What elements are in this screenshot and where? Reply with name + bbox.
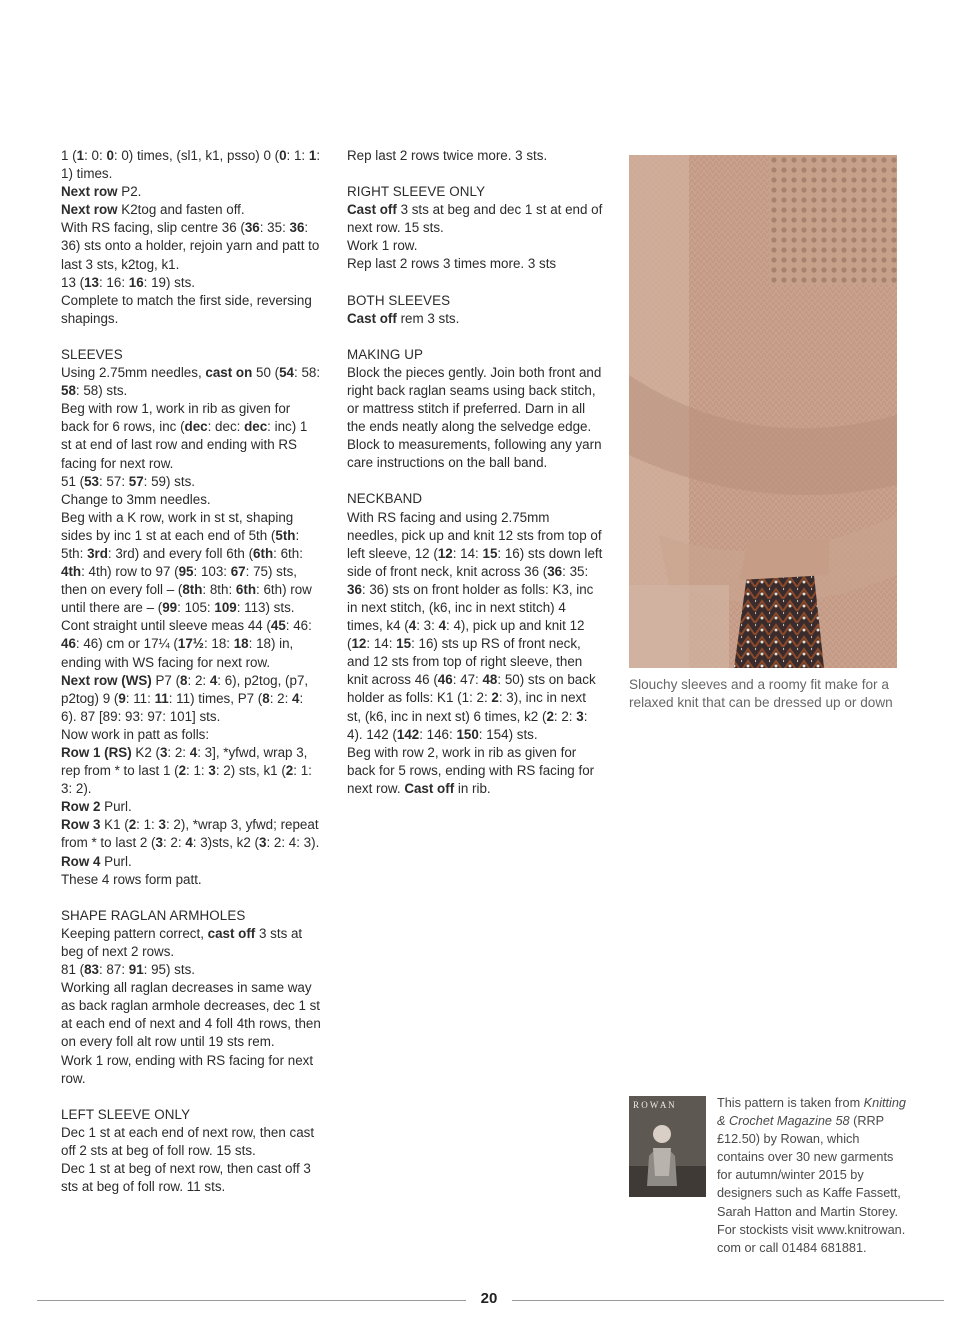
paragraph: [61, 1160, 321, 1196]
photo-caption: Slouchy sleeves and a roomy fit make for a relaxed knit that can be dressed up or down: [629, 677, 893, 710]
text-run: : 2:: [187, 672, 210, 688]
text-run: 3 sts at beg and dec 1 st at end of next row. 15 sts.: [347, 202, 603, 236]
paragraph: [347, 509, 603, 744]
text-run: Beg with row 1, work in rib as given for back for 6 rows, inc (: [61, 401, 291, 435]
bold-run: Row 4: [61, 853, 101, 869]
paragraph: [61, 491, 321, 509]
text-run: Beg with row 2, work in rib as given for back for 5 rows, ending with RS facing for next row.: [347, 744, 595, 796]
text-run: RIGHT SLEEVE ONLY: [347, 184, 486, 200]
bold-run: cast off: [207, 925, 256, 941]
bold-run: 1: [76, 148, 85, 163]
bold-run: 9: [118, 690, 126, 706]
bold-run: 12: [437, 545, 453, 561]
text-run: : dec:: [207, 419, 245, 435]
bold-run: 3: [158, 817, 166, 833]
paragraph: [61, 274, 321, 292]
bold-run: 13: [84, 274, 99, 290]
text-run: K2tog and fasten off.: [117, 202, 245, 218]
footer-rule-left: [37, 1300, 466, 1301]
text-run: : 2: 4: 3).: [266, 835, 320, 851]
text-run: : 35:: [562, 563, 589, 579]
text-run: : 11:: [125, 690, 155, 706]
text-run: : 58:: [294, 365, 321, 381]
text-run: : 58) sts.: [75, 383, 128, 399]
bold-run: cast on: [205, 365, 253, 381]
text-run: : 6). 87 [89: 93: 97: 101] sts.: [61, 690, 304, 724]
text-run: : 3)sts, k2 (: [192, 835, 259, 851]
paragraph: [347, 744, 603, 798]
text-run: K2 (: [131, 745, 160, 760]
bold-run: 17½: [177, 636, 204, 652]
text-run: : 103:: [193, 564, 231, 580]
bold-run: Cast off: [404, 780, 455, 796]
bold-run: 4: [292, 690, 300, 706]
bold-run: 8th: [182, 582, 203, 598]
text-run: : 4), pick up and knit 12 (: [347, 618, 585, 652]
bold-run: Row 2: [61, 799, 101, 815]
bold-run: 3: [155, 835, 163, 851]
bold-run: 3: [208, 763, 216, 779]
text-run: : 2) sts, k1 (: [215, 763, 286, 779]
credit-text-rest: (RRP £12.50) by Rowan, which contains over 30 new garments for autumn/winter 2015 by designers such as Kaffe Fassett, Sarah Hatton and Martin Storey. For stockists visit www.knitrowan. com or call 01484 681881.: [717, 1114, 906, 1255]
text-run: : 1) times.: [61, 148, 321, 182]
text-run: : 3rd) and every foll 6th (: [107, 545, 254, 561]
bold-run: 4: [209, 672, 218, 688]
section-heading: [61, 907, 321, 925]
section-heading: [61, 346, 321, 364]
section-heading: [61, 1106, 321, 1124]
bold-run: 91: [128, 962, 144, 978]
paragraph: [347, 364, 603, 473]
text-run: Rep last 2 rows twice more. 3 sts.: [347, 148, 548, 163]
bold-run: 3rd: [87, 545, 108, 561]
text-run: Keeping pattern correct,: [61, 925, 208, 941]
bold-run: 48: [482, 672, 498, 688]
paragraph: [61, 726, 321, 744]
bold-run: 83: [84, 962, 99, 978]
bold-run: Row 3: [61, 817, 101, 833]
text-run: : 46:: [285, 618, 312, 634]
bold-run: 109: [214, 600, 237, 616]
text-run: Purl.: [100, 853, 132, 869]
text-run: P2.: [117, 184, 142, 200]
bold-run: 36: [289, 220, 305, 236]
paragraph: [61, 473, 321, 491]
bold-run: 11: [154, 690, 169, 706]
text-run: : 36) sts onto a holder, rejoin yarn and patt to last 3 sts, k2tog, k1.: [61, 220, 320, 272]
text-run: With RS facing, slip centre 36 (: [61, 220, 245, 236]
magazine-title: Knitting & Crochet Magazine 58: [717, 1096, 906, 1129]
text-run: : 59) sts.: [143, 473, 196, 489]
paragraph: [347, 147, 603, 165]
text-run: : 0) times, (sl1, k1, psso) 0 (: [113, 148, 280, 163]
paragraph-gap: [61, 889, 321, 907]
paragraph: [61, 871, 321, 889]
text-run: : 2:: [162, 835, 186, 851]
text-run: With RS facing and using 2.75mm needles, pick up and knit 12 sts from top of left sleeve, 12 (: [347, 509, 602, 561]
text-run: : 87:: [98, 962, 129, 978]
text-run: Cont straight until sleeve meas 44 (: [61, 618, 271, 634]
text-run: : 0:: [84, 148, 107, 163]
text-run: : 46) cm or 17¼ (: [75, 636, 178, 652]
paragraph-gap: [347, 328, 603, 346]
credit-text: This pattern is taken from: [717, 1096, 864, 1110]
paragraph: [61, 1124, 321, 1160]
section-heading: [347, 490, 603, 508]
text-run: : 57:: [98, 473, 129, 489]
text-run: : 113) sts.: [236, 600, 295, 616]
bold-run: Cast off: [347, 202, 397, 218]
paragraph: [61, 219, 321, 273]
paragraph: [61, 816, 321, 852]
text-run: : 2), *wrap 3, yfwd; repeat from * to last 2 (: [61, 817, 319, 851]
bold-run: 4: [189, 745, 198, 760]
sweater-photo: [629, 155, 897, 668]
text-run: LEFT SLEEVE ONLY: [61, 1106, 191, 1122]
text-run: P7 (: [151, 672, 181, 688]
bold-run: 3: [576, 708, 584, 724]
text-run: Dec 1 st at each end of next row, then cast off 2 sts at beg of foll row. 15 sts.: [61, 1124, 315, 1158]
paragraph: [61, 798, 321, 816]
bold-run: 15: [482, 545, 498, 561]
text-run: 13 (: [61, 274, 85, 290]
paragraph: [61, 292, 321, 328]
text-run: : 6th:: [273, 545, 303, 561]
bold-run: 95: [178, 564, 194, 580]
text-run: : 18) in, ending with WS facing for next row.: [61, 636, 294, 670]
text-run: : 3:: [416, 618, 439, 634]
text-run: : 16) sts down left side of front neck, knit across 36 (: [347, 545, 603, 579]
text-run: : 6), p2tog, (p7, p2tog) 9 (: [61, 672, 309, 706]
bold-run: 67: [230, 564, 246, 580]
bold-run: 45: [270, 618, 286, 634]
bold-run: Next row (WS): [61, 672, 152, 688]
text-run: Work 1 row.: [347, 238, 418, 254]
bold-run: 3: [259, 835, 267, 851]
bold-run: 3: [159, 745, 168, 760]
paragraph: [61, 961, 321, 979]
paragraph: [61, 201, 321, 219]
bold-run: 46: [61, 636, 76, 652]
text-run: K1 (: [100, 817, 129, 833]
text-run: Complete to match the first side, reversing shapings.: [61, 292, 312, 326]
text-run: MAKING UP: [347, 346, 424, 362]
paragraph: [61, 509, 321, 618]
bold-run: 2: [128, 817, 137, 833]
section-heading: [347, 292, 603, 310]
bold-run: 8: [180, 672, 188, 688]
text-run: : 95) sts.: [143, 962, 196, 978]
text-run: : 14:: [366, 636, 397, 652]
bold-run: 36: [244, 220, 260, 236]
text-run: 50 (: [252, 365, 280, 381]
text-run: SLEEVES: [61, 346, 123, 362]
paragraph: [61, 925, 321, 961]
bold-run: dec: [244, 419, 268, 435]
paragraph: [61, 672, 321, 726]
page-number: 20: [480, 1290, 498, 1307]
paragraph: [347, 237, 603, 255]
bold-run: 6th: [235, 582, 257, 598]
text-run: : 6th) row until there are – (: [61, 582, 312, 616]
text-run: NECKBAND: [347, 491, 423, 507]
bold-run: 142: [396, 726, 420, 742]
text-run: : 1: 3: 2).: [61, 763, 312, 797]
bold-run: 54: [279, 365, 294, 381]
bold-run: 6th: [253, 545, 274, 561]
paragraph-gap: [347, 165, 603, 183]
text-run: : 105:: [177, 600, 215, 616]
text-run: Working all raglan decreases in same way as back raglan armhole decreases, dec 1 st at each end of next and 4 foll 4th rows, then on every foll alt row until 19 sts rem.: [61, 980, 321, 1050]
text-run: : 2:: [269, 690, 293, 706]
text-run: Purl.: [100, 799, 132, 815]
text-run: Block the pieces gently. Join both front and right back raglan seams using back stitch, or mattress stitch if preferred. Darn in all the ends neatly along the selvedge edge. Block to measurements, following any yarn care instructions on the ball band.: [347, 364, 602, 471]
bold-run: 8: [262, 690, 270, 706]
text-run: : 8th:: [202, 582, 236, 598]
paragraph: [347, 201, 603, 237]
bold-run: 12: [351, 636, 367, 652]
footer-rule-right: [512, 1300, 944, 1301]
bold-run: 16: [128, 274, 144, 290]
bold-run: 4: [185, 835, 193, 851]
text-run: Beg with a K row, work in st st, shaping sides by inc 1 st at each end of 5th (: [61, 509, 294, 543]
text-run: : 154) sts.: [478, 726, 538, 742]
magazine-credit: [717, 1094, 907, 1257]
bold-run: 5th: [275, 527, 296, 543]
paragraph-gap: [61, 328, 321, 346]
paragraph-gap: [347, 472, 603, 490]
text-run: Now work in patt as folls:: [61, 726, 210, 742]
bold-run: 36: [547, 563, 563, 579]
text-run: : 3), inc in next st, (k6, inc in next st) 6 times, k2 (: [347, 690, 586, 724]
bold-run: dec: [184, 419, 208, 435]
text-run: : 2:: [167, 745, 190, 760]
text-run: These 4 rows form patt.: [61, 871, 202, 887]
bold-run: 2: [491, 690, 499, 706]
paragraph: [61, 400, 321, 472]
bold-run: 150: [456, 726, 479, 742]
paragraph-gap: [347, 274, 603, 292]
bold-run: 36: [347, 581, 362, 597]
section-heading: [347, 183, 603, 201]
text-run: Rep last 2 rows 3 times more. 3 sts: [347, 256, 557, 272]
bold-run: Next row: [61, 184, 118, 200]
section-heading: [347, 346, 603, 364]
bold-run: Row 1 (RS): [61, 745, 132, 760]
paragraph: [61, 853, 321, 871]
bold-run: 2: [178, 763, 187, 779]
paragraph: [61, 183, 321, 201]
text-run: 51 (: [61, 473, 85, 489]
text-run: : 146:: [419, 726, 457, 742]
bold-run: 15: [396, 636, 412, 652]
text-run: SHAPE RAGLAN ARMHOLES: [61, 907, 246, 923]
magazine-cover: [629, 1096, 706, 1197]
text-run: : 4). 142 (: [347, 708, 588, 742]
text-run: BOTH SLEEVES: [347, 292, 451, 308]
text-run: in rib.: [454, 780, 491, 796]
text-run: : 1:: [286, 148, 309, 163]
text-run: : 50) sts on back holder as folls: K1 (1: 2:: [347, 672, 596, 706]
text-run: : 36) sts on front holder as folls: K3, inc in next stitch, (k6, inc in next stitch) 4 times, k4 (: [347, 581, 594, 634]
text-run: : 5th:: [61, 527, 300, 561]
paragraph: [347, 310, 603, 328]
bold-run: 53: [84, 473, 99, 489]
text-run: 1 (: [61, 148, 77, 163]
text-run: : 75) sts, then on every foll – (: [61, 564, 297, 598]
bold-run: 46: [437, 672, 453, 688]
cover-brand: R O W A N: [633, 1100, 675, 1110]
text-run: Using 2.75mm needles,: [61, 365, 206, 381]
bold-run: 2: [546, 708, 554, 724]
text-run: Change to 3mm needles.: [61, 491, 211, 507]
text-run: : 16:: [98, 274, 129, 290]
pattern-column-middle: [347, 147, 603, 798]
text-run: : 14:: [452, 545, 483, 561]
text-run: : 19) sts.: [143, 274, 196, 290]
bold-run: 18: [233, 636, 249, 652]
text-run: 81 (: [61, 962, 85, 978]
paragraph: [61, 147, 321, 183]
bold-run: 4: [408, 618, 417, 634]
text-run: : 1:: [186, 763, 209, 779]
text-run: : 2:: [553, 708, 577, 724]
paragraph-gap: [61, 1088, 321, 1106]
text-run: : 35:: [259, 220, 290, 236]
text-run: Work 1 row, ending with RS facing for next row.: [61, 1052, 314, 1086]
text-run: : 3], *yfwd, wrap 3, rep from * to last 1 (: [61, 745, 308, 779]
text-run: Dec 1 st at beg of next row, then cast off 3 sts at beg of foll row. 11 sts.: [61, 1160, 311, 1195]
bold-run: Cast off: [347, 310, 397, 326]
bold-run: 1: [308, 148, 317, 163]
paragraph: [61, 364, 321, 400]
pattern-column-left: [61, 147, 321, 1196]
bold-run: 0: [106, 148, 114, 163]
bold-run: 99: [162, 600, 178, 616]
bold-run: 0: [279, 148, 287, 163]
text-run: : inc) 1 st at end of last row and ending with RS facing for next row.: [61, 419, 308, 471]
bold-run: 58: [61, 383, 76, 399]
paragraph: [61, 744, 321, 798]
paragraph: [61, 979, 321, 1051]
text-run: : 4th) row to 97 (: [81, 564, 179, 580]
paragraph: [61, 1052, 321, 1088]
text-run: rem 3 sts.: [396, 310, 460, 326]
bold-run: Next row: [61, 202, 118, 218]
paragraph: [347, 255, 603, 273]
text-run: : 18:: [203, 636, 234, 652]
text-run: : 1:: [136, 817, 159, 833]
bold-run: 2: [285, 763, 294, 779]
paragraph: [61, 617, 321, 671]
bold-run: 57: [128, 473, 144, 489]
text-run: : 16) sts up RS of front neck, and 12 sts from top of right sleeve, then knit across 46 (: [347, 636, 583, 688]
text-run: : 47:: [452, 672, 483, 688]
text-run: 3 sts at beg of next 2 rows.: [61, 925, 303, 959]
bold-run: 4: [438, 618, 447, 634]
text-run: : 11) times, P7 (: [168, 690, 263, 706]
bold-run: 4th: [61, 564, 82, 580]
